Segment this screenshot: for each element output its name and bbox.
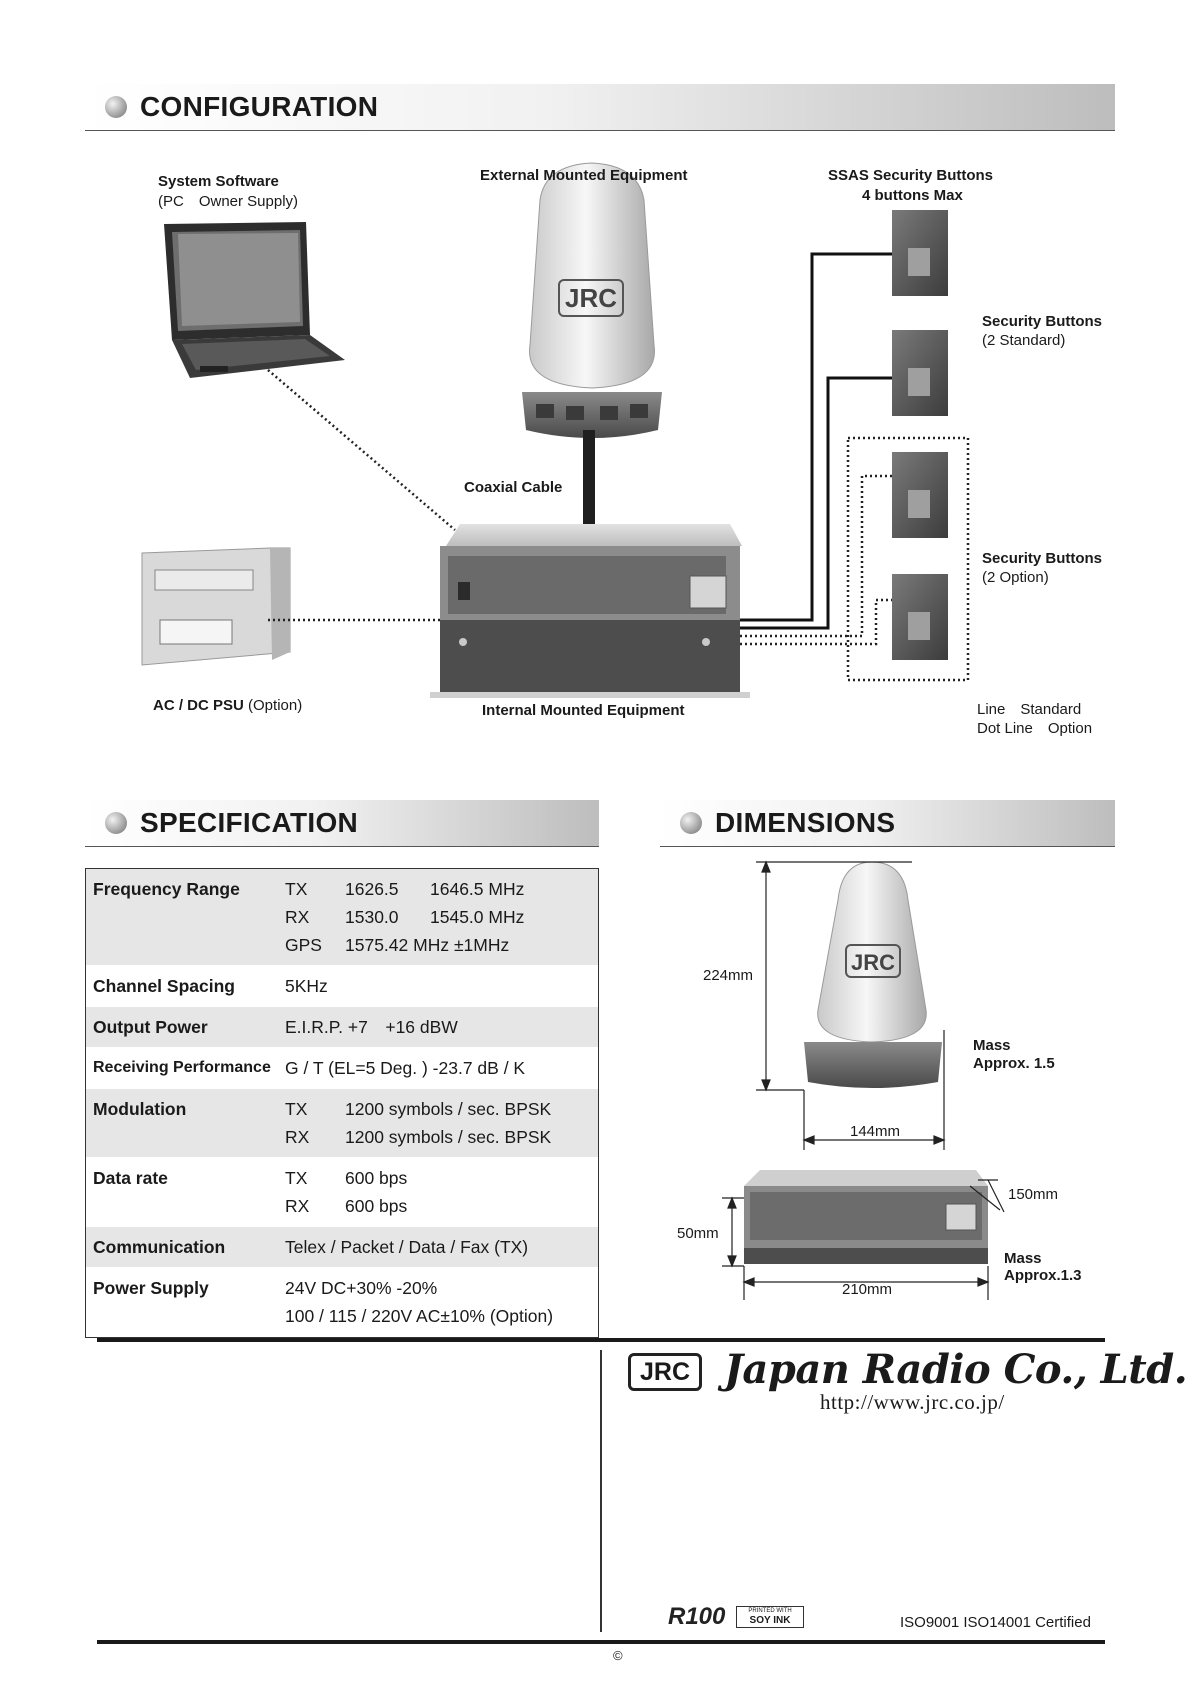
spec-key: Frequency Range bbox=[93, 879, 240, 899]
spec-cell: RX bbox=[285, 1196, 310, 1216]
coaxial-cable-line bbox=[583, 430, 595, 526]
spec-cell: 1575.42 MHz ±1MHz bbox=[345, 935, 510, 955]
recycle-mark: R100 bbox=[668, 1603, 726, 1630]
spec-cell: GPS bbox=[285, 935, 322, 955]
configuration-diagram bbox=[0, 0, 1190, 760]
spec-key: Communication bbox=[93, 1237, 226, 1257]
section-bullet-icon bbox=[680, 812, 702, 834]
soy-ink-logo bbox=[736, 1606, 804, 1628]
soy-ink-printed: PRINTED WITH bbox=[748, 1608, 792, 1614]
spec-cell: 1626.5 bbox=[345, 879, 399, 899]
dimensions-header bbox=[660, 800, 1115, 847]
specification-title: SPECIFICATION bbox=[140, 807, 359, 838]
svg-text:JRC: JRC bbox=[850, 950, 896, 975]
security-standard-title: Security Buttons bbox=[982, 313, 1103, 330]
antenna-width-label: 144mm bbox=[850, 1123, 901, 1140]
company-name: Japan Radio Co., Ltd. bbox=[724, 1346, 1188, 1393]
unit-mass-label: Mass bbox=[1004, 1250, 1042, 1267]
security-button-2-image bbox=[892, 330, 948, 416]
legend-line-label: Line Standard bbox=[977, 701, 1082, 718]
recycle-logo bbox=[668, 1604, 725, 1630]
security-button-4-image bbox=[892, 574, 948, 660]
dimensions-drawing bbox=[0, 850, 1190, 1310]
dimensions-title: DIMENSIONS bbox=[715, 807, 896, 838]
antenna-mass-label: Mass bbox=[973, 1037, 1011, 1054]
external-antenna-image bbox=[522, 163, 662, 438]
spec-cell: 1545.0 MHz bbox=[430, 907, 525, 927]
spec-cell: 600 bps bbox=[345, 1168, 408, 1188]
footer-bottom-rule bbox=[97, 1640, 1105, 1644]
spec-key: Data rate bbox=[93, 1168, 168, 1188]
security-option-title: Security Buttons bbox=[982, 550, 1103, 567]
antenna-height-label: 224mm bbox=[703, 967, 754, 984]
security-standard-note: (2 Standard) bbox=[982, 332, 1066, 349]
spec-key: Modulation bbox=[93, 1099, 187, 1119]
footer-top-rule bbox=[97, 1338, 1105, 1342]
internal-unit-image bbox=[430, 524, 750, 698]
spec-cell: 600 bps bbox=[345, 1196, 408, 1216]
dimension-antenna-image bbox=[804, 862, 942, 1088]
spec-cell: TX bbox=[285, 1099, 308, 1119]
security-button-1-image bbox=[892, 210, 948, 296]
spec-key: Output Power bbox=[93, 1017, 208, 1037]
spec-cell: 1646.5 MHz bbox=[430, 879, 525, 899]
spec-cell: TX bbox=[285, 879, 308, 899]
psu-image bbox=[142, 548, 290, 665]
spec-key: Channel Spacing bbox=[93, 976, 235, 996]
standard-connection-lines bbox=[740, 254, 892, 628]
specification-header bbox=[85, 800, 599, 847]
jrc-logo bbox=[628, 1353, 702, 1391]
unit-mass-value: Approx.1.3 bbox=[1004, 1267, 1082, 1284]
spec-key: Power Supply bbox=[93, 1278, 209, 1298]
spec-value: G / T (EL=5 Deg. ) -23.7 dB / K bbox=[285, 1058, 526, 1078]
spec-value: E.I.R.P. +7 +16 dBW bbox=[285, 1017, 458, 1037]
antenna-mass-value: Approx. 1.5 bbox=[973, 1055, 1055, 1072]
laptop-image bbox=[164, 222, 345, 378]
certification-text: ISO9001 ISO14001 Certified bbox=[900, 1614, 1091, 1631]
security-button-3-image bbox=[892, 452, 948, 538]
psu-label-bold: AC / DC PSU bbox=[153, 697, 244, 714]
section-bullet-icon bbox=[105, 812, 127, 834]
svg-text:JRC: JRC bbox=[564, 283, 618, 313]
spec-cell: 1530.0 bbox=[345, 907, 399, 927]
soy-ink-text: SOY INK bbox=[749, 1615, 791, 1626]
unit-height-label: 50mm bbox=[677, 1225, 719, 1242]
external-equipment-label: External Mounted Equipment bbox=[480, 167, 688, 184]
jrc-logo-text: JRC bbox=[639, 1358, 690, 1386]
internal-equipment-label: Internal Mounted Equipment bbox=[482, 702, 685, 719]
dimension-unit-image bbox=[744, 1170, 988, 1264]
spec-key: Receiving Performance bbox=[93, 1059, 271, 1076]
spec-cell: TX bbox=[285, 1168, 308, 1188]
security-option-note: (2 Option) bbox=[982, 569, 1049, 586]
copyright-mark: © bbox=[613, 1648, 623, 1663]
unit-depth-label: 150mm bbox=[1008, 1186, 1059, 1203]
spec-cell: RX bbox=[285, 1127, 310, 1147]
system-software-label: System Software bbox=[158, 173, 279, 190]
ssas-buttons-label: SSAS Security Buttons bbox=[828, 167, 994, 184]
configuration-title: CONFIGURATION bbox=[140, 91, 379, 122]
spec-cell: 1200 symbols / sec. BPSK bbox=[345, 1099, 552, 1119]
spec-cell: RX bbox=[285, 907, 310, 927]
spec-value: 5KHz bbox=[285, 976, 328, 996]
pc-supply-label: (PC Owner Supply) bbox=[158, 193, 299, 210]
company-url: http://www.jrc.co.jp/ bbox=[820, 1390, 1005, 1414]
spec-cell: 24V DC+30% -20% bbox=[285, 1278, 438, 1298]
psu-label bbox=[153, 696, 302, 715]
coaxial-cable-label: Coaxial Cable bbox=[464, 479, 563, 496]
spec-cell: 1200 symbols / sec. BPSK bbox=[345, 1127, 552, 1147]
spec-cell: 100 / 115 / 220V AC±10% (Option) bbox=[285, 1306, 554, 1326]
legend-dot-label: Dot Line Option bbox=[977, 720, 1093, 737]
unit-width-label: 210mm bbox=[842, 1281, 893, 1298]
spec-value: Telex / Packet / Data / Fax (TX) bbox=[285, 1237, 529, 1257]
footer-divider bbox=[600, 1350, 602, 1632]
psu-label-note: (Option) bbox=[248, 697, 303, 714]
ssas-max-label: 4 buttons Max bbox=[862, 187, 963, 204]
